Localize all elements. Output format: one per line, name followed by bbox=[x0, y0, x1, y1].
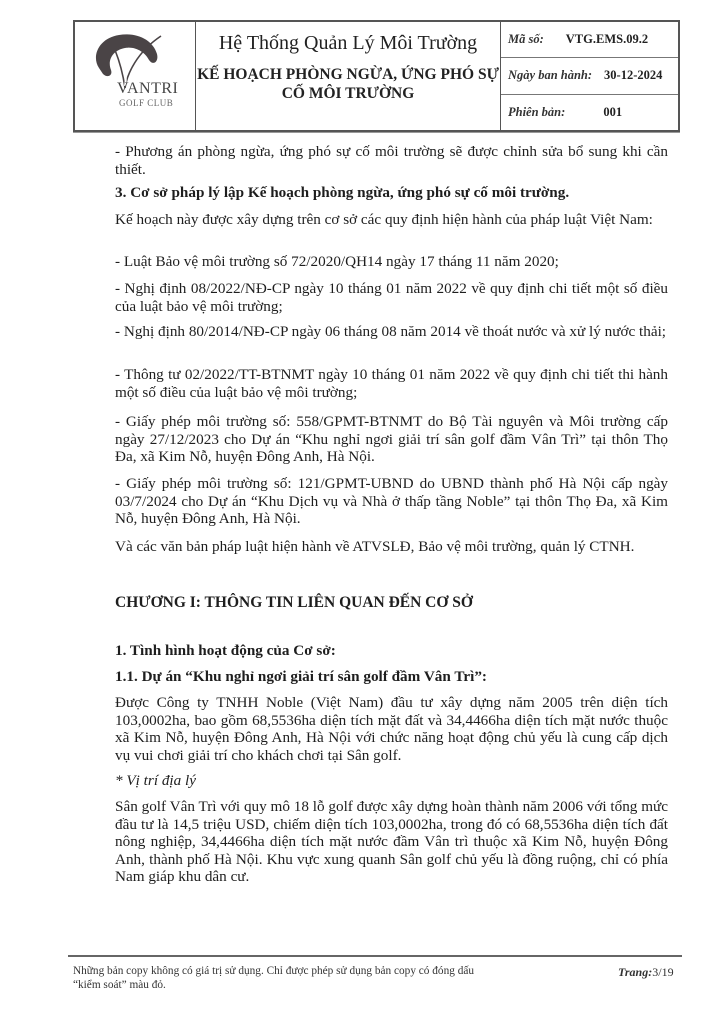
footer-copy-notice: Những bản copy không có giá trị sử dụng. Chỉ được phép sử dụng bản copy có đóng dấu “kiểm soát” màu đỏ. bbox=[73, 965, 475, 991]
system-title: Hệ Thống Quản Lý Môi Trường bbox=[218, 32, 478, 54]
legal-item: - Luật Bảo vệ môi trường số 72/2020/QH14 ngày 17 tháng 11 năm 2020; bbox=[115, 253, 559, 270]
section-1-heading: 1. Tình hình hoạt động của Cơ sở: bbox=[115, 642, 336, 659]
meta-value-code: VTG.EMS.09.2 bbox=[565, 32, 649, 47]
meta-label-issue-date: Ngày ban hành: bbox=[508, 68, 593, 83]
meta-label-code: Mã số: bbox=[508, 32, 544, 47]
paragraph-revision-note: - Phương án phòng ngừa, ứng phó sự cố môi trường sẽ được chỉnh sửa bổ sung khi cần thiết. bbox=[115, 143, 668, 178]
document-header-table bbox=[73, 20, 680, 132]
logo-cell bbox=[75, 22, 196, 130]
paragraph-location: Sân golf Vân Trì với quy mô 18 lỗ golf được xây dựng hoàn thành năm 2006 với tổng mức đầu tư là 14,5 triệu USD, chiếm diện tích 103,0002ha, trong đó có 68,5536ha diện tích đất nông nghiệp, 34,4466ha diện tích mặt nước đầm Vân trì thuộc xã Kim Nỗ, huyện Đông Anh, thành phố Hà Nội. Khu vực xung quanh Sân golf chủ yếu là đồng ruộng, chỉ có phía Nam giáp khu dân cư. bbox=[115, 798, 668, 885]
logo-name: VANTRI bbox=[117, 80, 179, 97]
paragraph-legal-basis-intro: Kế hoạch này được xây dựng trên cơ sở các quy định hiện hành của pháp luật Việt Nam: bbox=[115, 211, 653, 228]
meta-row-version bbox=[501, 95, 678, 130]
footer-divider bbox=[68, 955, 682, 957]
section-3-heading: 3. Cơ sở pháp lý lập Kế hoạch phòng ngừa, ứng phó sự cố môi trường. bbox=[115, 184, 570, 201]
location-heading: * Vị trí địa lý bbox=[115, 772, 196, 789]
paragraph-project-overview: Được Công ty TNHH Noble (Việt Nam) đầu tư xây dựng năm 2005 trên diện tích 103,0002ha, bao gồm 68,5536ha diện tích mặt đất và 34,4466ha diện tích mặt nước thuộc xã Kim Nỗ, huyện Đông Anh, Hà Nội với chức năng hoạt động chủ yếu là cung cấp dịch vụ vui chơi giải trí cho khách chơi tại Sân golf. bbox=[115, 694, 668, 764]
section-1-1-heading: 1.1. Dự án “Khu nghỉ ngơi giải trí sân golf đầm Vân Trì”: bbox=[115, 668, 487, 685]
title-cell bbox=[196, 22, 501, 130]
page-number bbox=[618, 965, 674, 980]
meta-row-issue-date bbox=[501, 58, 678, 94]
meta-label-version: Phiên bản: bbox=[508, 104, 566, 119]
paragraph-other-regulations: Và các văn bản pháp luật hiện hành về ATVSLĐ, Bảo vệ môi trường, quản lý CTNH. bbox=[115, 538, 635, 555]
meta-value-issue-date: 30-12-2024 bbox=[604, 68, 663, 83]
page-value: 3/19 bbox=[652, 965, 674, 979]
page-label: Trang: bbox=[618, 965, 653, 979]
document-title: KẾ HOẠCH PHÒNG NGỪA, ỨNG PHÓ SỰ CỐ MÔI TRƯỜNG bbox=[197, 66, 499, 102]
legal-item: - Giấy phép môi trường số: 121/GPMT-UBND do UBND thành phố Hà Nội cấp ngày 03/7/2024 cho Dự án “Khu Dịch vụ và Nhà ở thấp tầng Noble” tại thôn Thọ Đa, xã Kim Nỗ, huyện Đông Anh, Hà Nội. bbox=[115, 475, 668, 527]
legal-item: - Nghị định 80/2014/NĐ-CP ngày 06 tháng 08 năm 2014 về thoát nước và xử lý nước thải; bbox=[115, 323, 667, 340]
legal-item: - Thông tư 02/2022/TT-BTNMT ngày 10 tháng 01 năm 2022 về quy định chi tiết thi hành một số điều của luật bảo vệ môi trường; bbox=[115, 366, 668, 401]
meta-value-version: 001 bbox=[603, 104, 623, 119]
meta-cell bbox=[501, 22, 678, 130]
logo-subtitle: GOLF CLUB bbox=[119, 98, 174, 108]
meta-row-code bbox=[501, 22, 678, 58]
legal-item: - Nghị định 08/2022/NĐ-CP ngày 10 tháng 01 năm 2022 về quy định chi tiết một số điều của luật bảo vệ môi trường; bbox=[115, 280, 668, 315]
chapter-1-heading: CHƯƠNG I: THÔNG TIN LIÊN QUAN ĐẾN CƠ SỞ bbox=[115, 594, 473, 611]
legal-item: - Giấy phép môi trường số: 558/GPMT-BTNMT do Bộ Tài nguyên và Môi trường cấp ngày 27/12/2023 cho Dự án “Khu nghỉ ngơi giải trí sân golf đầm Vân Trì” tại thôn Thọ Đa, xã Kim Nỗ, huyện Đông Anh, Hà Nội. bbox=[115, 413, 668, 465]
